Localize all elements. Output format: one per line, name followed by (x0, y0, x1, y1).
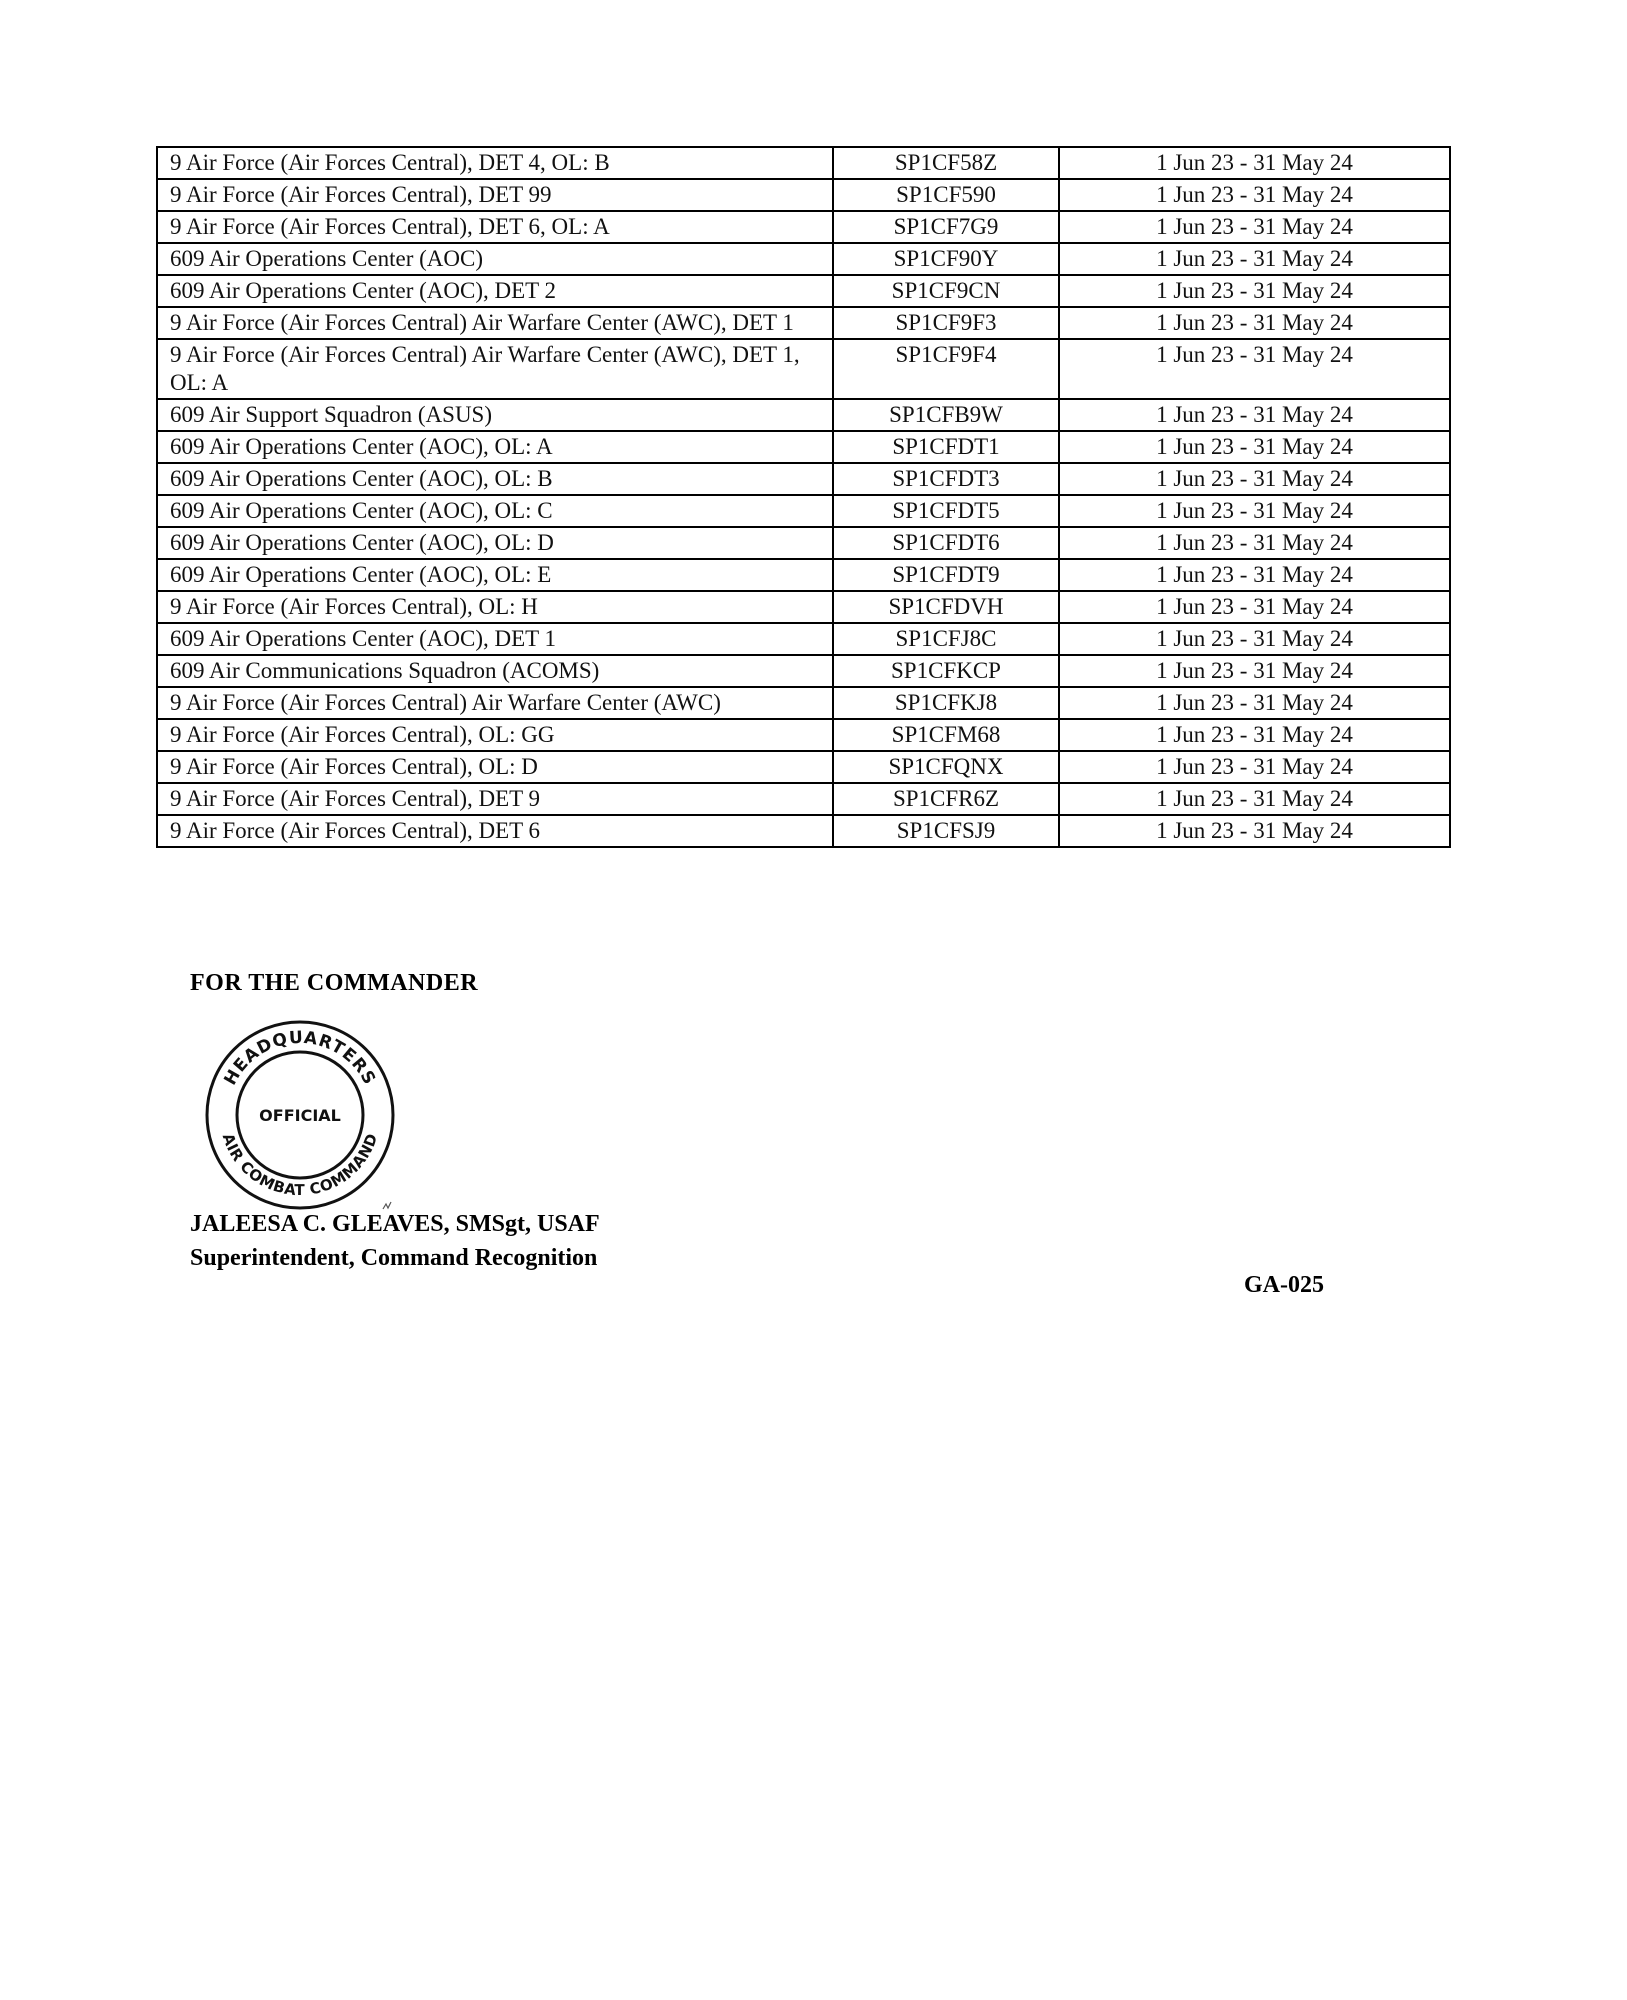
table-row (157, 307, 1450, 339)
table-row (157, 495, 1450, 527)
award-code-cell: SP1CFSJ9 (833, 815, 1059, 847)
award-period-cell: 1 Jun 23 - 31 May 24 (1059, 687, 1450, 719)
award-code-cell: SP1CF590 (833, 179, 1059, 211)
award-period-cell: 1 Jun 23 - 31 May 24 (1059, 147, 1450, 179)
signer-block (190, 1207, 600, 1275)
award-period-cell: 1 Jun 23 - 31 May 24 (1059, 179, 1450, 211)
award-period-cell: 1 Jun 23 - 31 May 24 (1059, 655, 1450, 687)
table-row (157, 591, 1450, 623)
table-row (157, 431, 1450, 463)
award-period-cell: 1 Jun 23 - 31 May 24 (1059, 463, 1450, 495)
unit-cell: 9 Air Force (Air Forces Central), OL: GG (157, 719, 833, 751)
unit-cell: 609 Air Operations Center (AOC), OL: D (157, 527, 833, 559)
svg-text:HEADQUARTERS (221, 1028, 380, 1089)
award-code-cell: SP1CF58Z (833, 147, 1059, 179)
award-code-cell: SP1CF7G9 (833, 211, 1059, 243)
table-row (157, 559, 1450, 591)
unit-cell: 9 Air Force (Air Forces Central), DET 4, OL: B (157, 147, 833, 179)
table-row (157, 527, 1450, 559)
table-row (157, 655, 1450, 687)
table-row (157, 751, 1450, 783)
unit-cell: 9 Air Force (Air Forces Central) Air Warfare Center (AWC) (157, 687, 833, 719)
signer-name: JALEESA C. GLEAVES, SMSgt, USAF (190, 1211, 600, 1237)
award-code-cell: SP1CF9CN (833, 275, 1059, 307)
table-row (157, 339, 1450, 399)
award-code-cell: SP1CFM68 (833, 719, 1059, 751)
unit-cell: 9 Air Force (Air Forces Central), DET 99 (157, 179, 833, 211)
award-period-cell: 1 Jun 23 - 31 May 24 (1059, 783, 1450, 815)
table-row (157, 463, 1450, 495)
award-code-cell: SP1CFDT1 (833, 431, 1059, 463)
award-period-cell: 1 Jun 23 - 31 May 24 (1059, 275, 1450, 307)
unit-cell: 9 Air Force (Air Forces Central), DET 6, OL: A (157, 211, 833, 243)
award-code-cell: SP1CFB9W (833, 399, 1059, 431)
table-row (157, 243, 1450, 275)
award-code-cell: SP1CF90Y (833, 243, 1059, 275)
table-row (157, 179, 1450, 211)
award-period-cell: 1 Jun 23 - 31 May 24 (1059, 399, 1450, 431)
table-row (157, 815, 1450, 847)
signature-heading: FOR THE COMMANDER (190, 970, 479, 996)
unit-cell: 609 Air Operations Center (AOC), OL: B (157, 463, 833, 495)
table-row (157, 687, 1450, 719)
award-period-cell: 1 Jun 23 - 31 May 24 (1059, 339, 1450, 399)
award-code-cell: SP1CFKCP (833, 655, 1059, 687)
award-code-cell: SP1CFDT5 (833, 495, 1059, 527)
award-period-cell: 1 Jun 23 - 31 May 24 (1059, 623, 1450, 655)
official-seal-icon (200, 1015, 400, 1215)
award-code-cell: SP1CF9F4 (833, 339, 1059, 399)
unit-cell: 609 Air Operations Center (AOC), OL: C (157, 495, 833, 527)
table-row (157, 275, 1450, 307)
seal-bottom-text: AIR COMBAT COMMAND (218, 1130, 382, 1200)
document-number: GA-025 (1244, 1272, 1324, 1298)
unit-cell: 9 Air Force (Air Forces Central), OL: H (157, 591, 833, 623)
unit-cell: 609 Air Support Squadron (ASUS) (157, 399, 833, 431)
unit-cell: 9 Air Force (Air Forces Central) Air Warfare Center (AWC), DET 1, OL: A (157, 339, 833, 399)
award-period-cell: 1 Jun 23 - 31 May 24 (1059, 243, 1450, 275)
unit-cell: 609 Air Communications Squadron (ACOMS) (157, 655, 833, 687)
unit-cell: 609 Air Operations Center (AOC), OL: E (157, 559, 833, 591)
award-period-cell: 1 Jun 23 - 31 May 24 (1059, 719, 1450, 751)
award-code-cell: SP1CFDT3 (833, 463, 1059, 495)
award-code-cell: SP1CFDT9 (833, 559, 1059, 591)
table-row (157, 211, 1450, 243)
unit-cell: 9 Air Force (Air Forces Central) Air Warfare Center (AWC), DET 1 (157, 307, 833, 339)
award-code-cell: SP1CFQNX (833, 751, 1059, 783)
award-period-cell: 1 Jun 23 - 31 May 24 (1059, 495, 1450, 527)
table-row (157, 147, 1450, 179)
award-period-cell: 1 Jun 23 - 31 May 24 (1059, 751, 1450, 783)
award-period-cell: 1 Jun 23 - 31 May 24 (1059, 211, 1450, 243)
award-code-cell: SP1CF9F3 (833, 307, 1059, 339)
award-period-cell: 1 Jun 23 - 31 May 24 (1059, 527, 1450, 559)
table-row (157, 719, 1450, 751)
unit-cell: 609 Air Operations Center (AOC) (157, 243, 833, 275)
unit-cell: 609 Air Operations Center (AOC), OL: A (157, 431, 833, 463)
unit-cell: 9 Air Force (Air Forces Central), OL: D (157, 751, 833, 783)
award-code-cell: SP1CFR6Z (833, 783, 1059, 815)
unit-cell: 609 Air Operations Center (AOC), DET 1 (157, 623, 833, 655)
award-code-cell: SP1CFDT6 (833, 527, 1059, 559)
seal-center-text: OFFICIAL (259, 1106, 341, 1125)
award-period-cell: 1 Jun 23 - 31 May 24 (1059, 815, 1450, 847)
award-code-cell: SP1CFJ8C (833, 623, 1059, 655)
award-period-cell: 1 Jun 23 - 31 May 24 (1059, 591, 1450, 623)
table-row (157, 399, 1450, 431)
award-period-cell: 1 Jun 23 - 31 May 24 (1059, 307, 1450, 339)
seal-top-text: HEADQUARTERS (220, 1027, 380, 1089)
signer-title: Superintendent, Command Recognition (190, 1245, 598, 1271)
unit-cell: 9 Air Force (Air Forces Central), DET 9 (157, 783, 833, 815)
awards-table-body (157, 147, 1450, 847)
table-row (157, 783, 1450, 815)
unit-cell: 609 Air Operations Center (AOC), DET 2 (157, 275, 833, 307)
award-period-cell: 1 Jun 23 - 31 May 24 (1059, 559, 1450, 591)
unit-cell: 9 Air Force (Air Forces Central), DET 6 (157, 815, 833, 847)
table-row (157, 623, 1450, 655)
award-period-cell: 1 Jun 23 - 31 May 24 (1059, 431, 1450, 463)
award-code-cell: SP1CFDVH (833, 591, 1059, 623)
awards-table (156, 146, 1451, 848)
award-code-cell: SP1CFKJ8 (833, 687, 1059, 719)
